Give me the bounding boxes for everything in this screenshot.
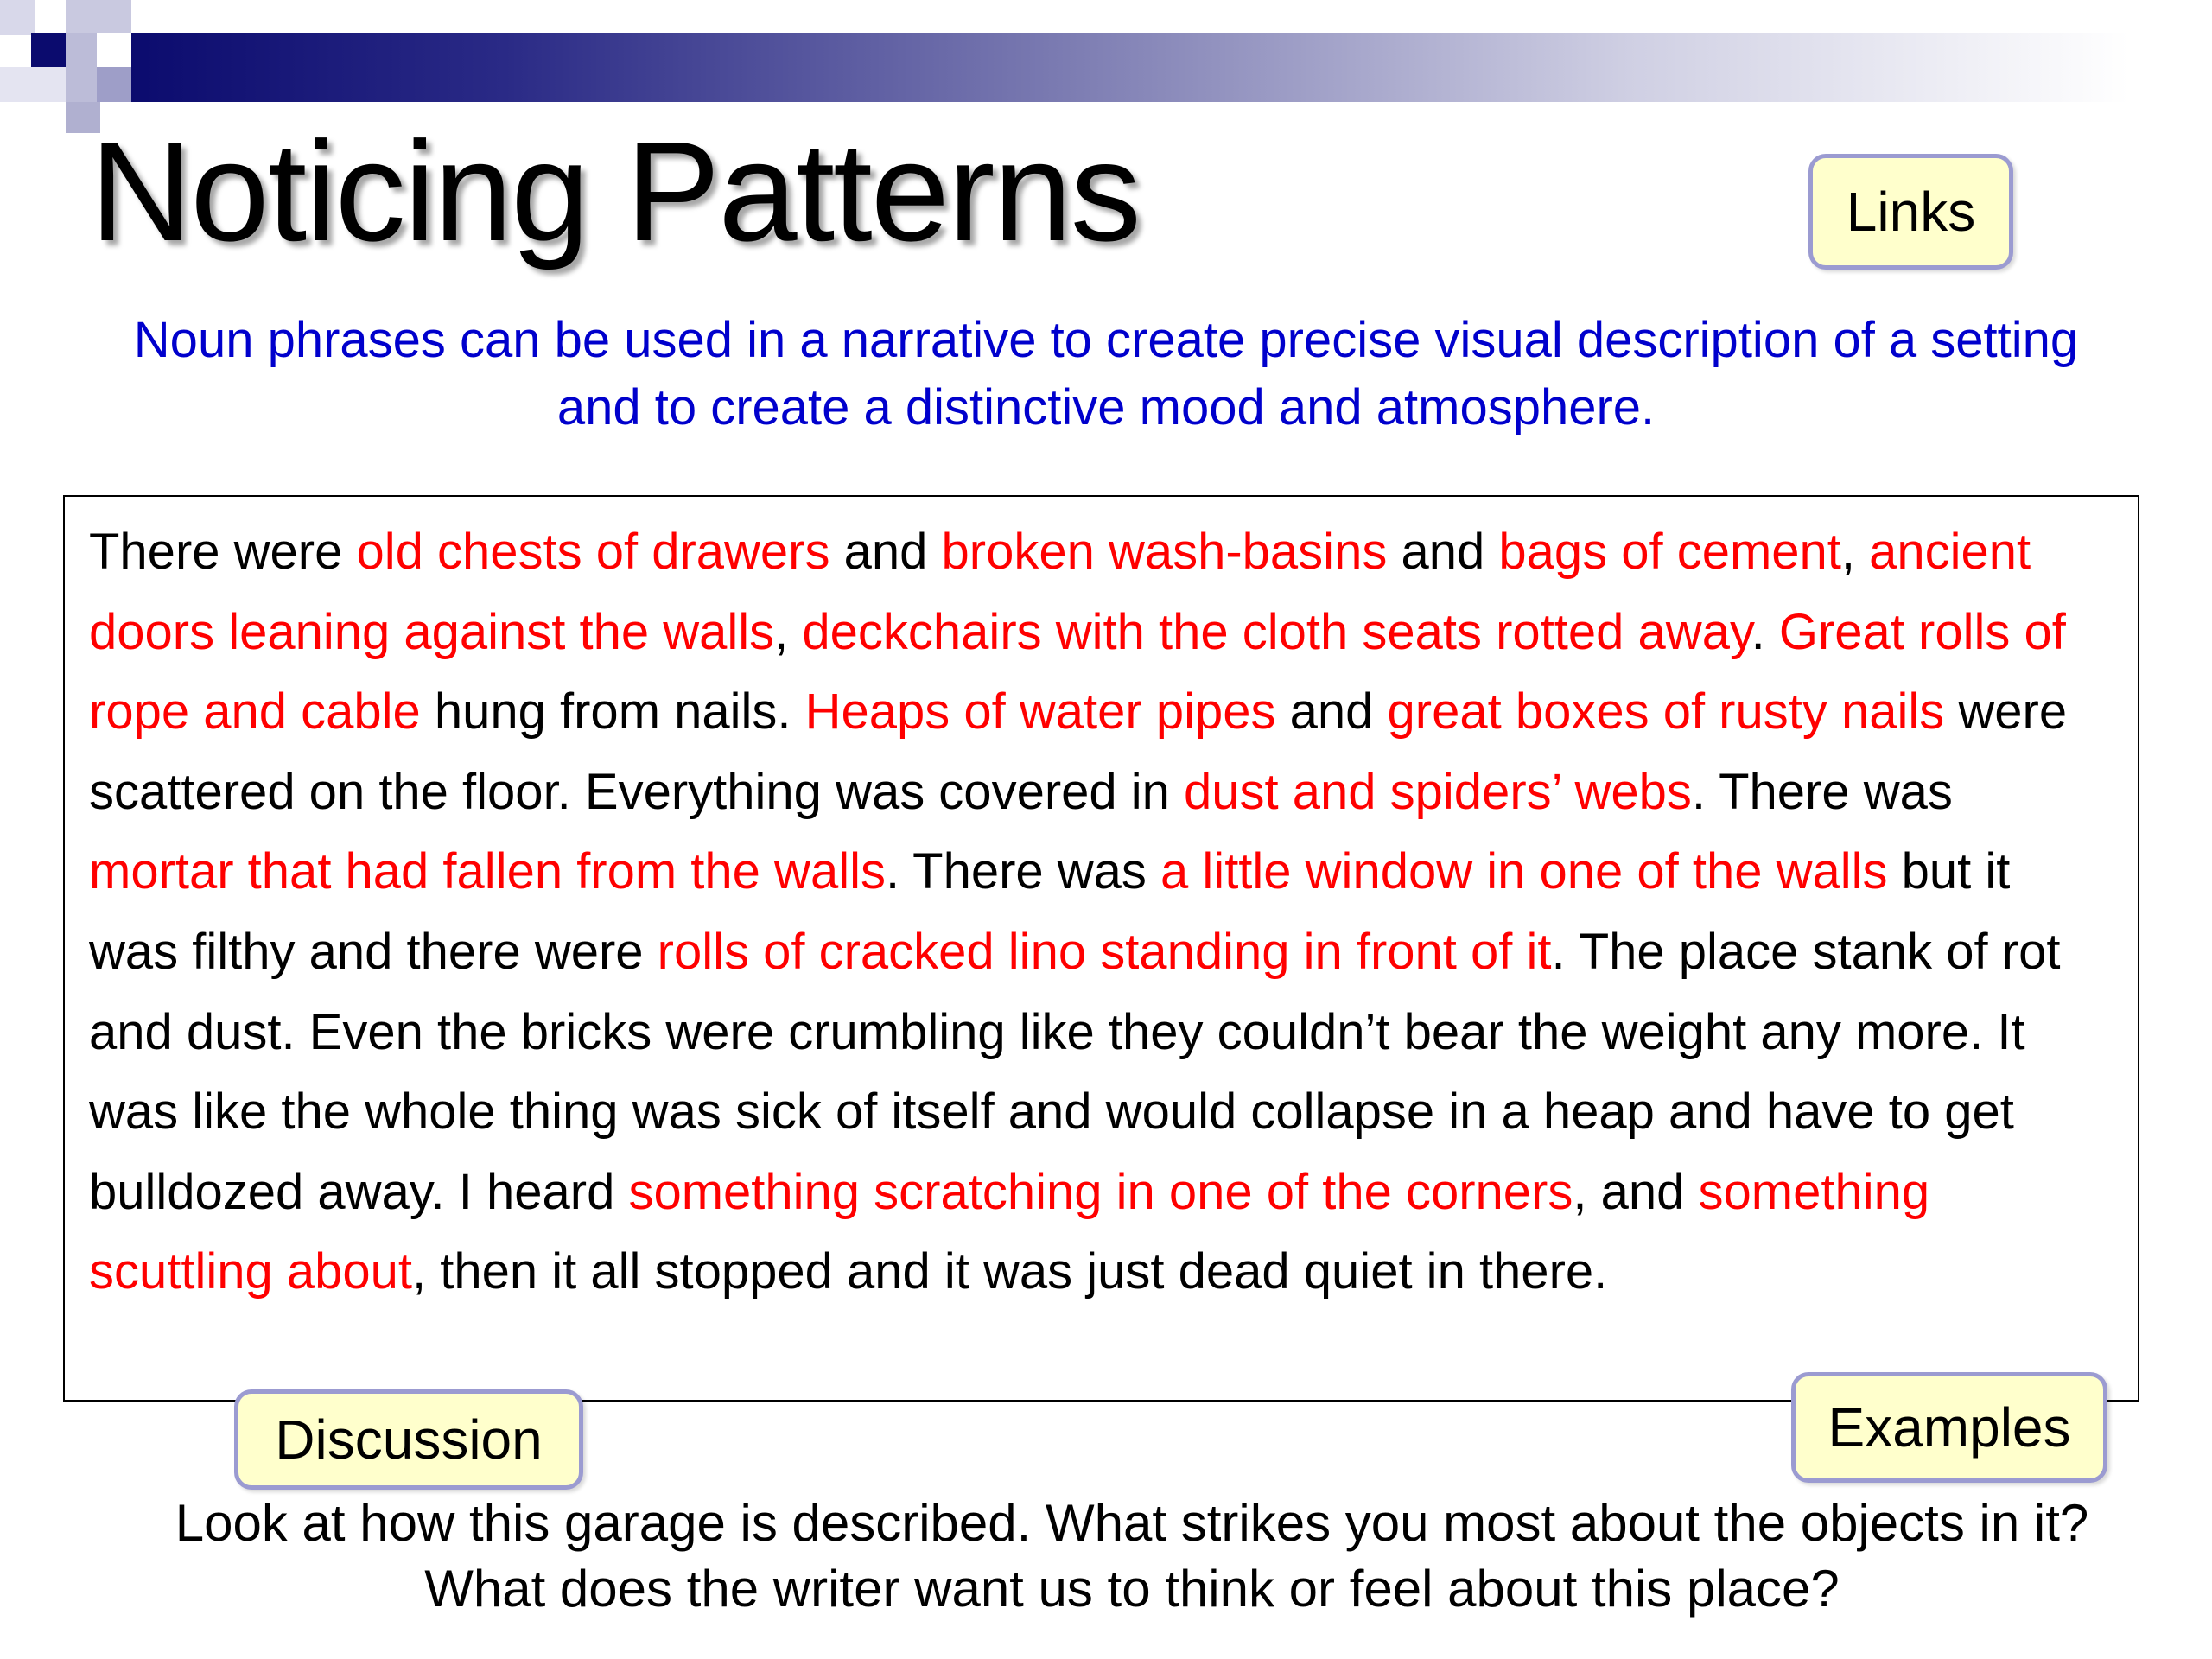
noun-phrase-highlight: great boxes of rusty nails	[1387, 683, 1945, 741]
noun-phrase-highlight: rolls of cracked lino standing in front of it	[657, 923, 1552, 980]
passage-text-segment: ,	[1840, 524, 1870, 580]
discussion-button[interactable]: Discussion	[234, 1389, 583, 1490]
noun-phrase-highlight: deckchairs with the cloth seats rotted away	[802, 603, 1751, 660]
noun-phrase-highlight: dust and spiders’ webs	[1184, 763, 1692, 820]
discussion-question-line-1: Look at how this garage is described. What strikes you most about the objects in it?	[175, 1494, 2089, 1552]
noun-phrase-highlight: bags of cement	[1498, 524, 1841, 580]
noun-phrase-highlight: something scratching in one of the corners	[628, 1163, 1573, 1220]
passage-text-segment: . The place stank of rot and dust. Even the bricks were crumbling like they couldn’t bear the weight any more. It was like the whole thing was sick of itself and would collapse in a heap and have to get bulldozed away. I heard	[89, 923, 2061, 1220]
header-decoration-square	[97, 33, 131, 67]
examples-button[interactable]: Examples	[1791, 1372, 2107, 1483]
passage-text-segment: . There was	[885, 843, 1161, 900]
header-decoration-square	[66, 33, 97, 102]
passage-box	[63, 495, 2139, 1402]
header-decoration-square	[66, 0, 131, 33]
passage-text-segment: . There was	[1691, 763, 1953, 820]
passage-text-segment: There were	[89, 524, 357, 580]
passage-text-segment: ,	[774, 603, 803, 660]
passage-text-segment: hung from nails.	[420, 683, 805, 741]
passage-text-segment: and	[830, 524, 942, 580]
passage-text-segment: were scattered on the floor. Everything was covered in	[89, 683, 2068, 820]
links-button[interactable]: Links	[1808, 154, 2013, 270]
passage-text-segment: and	[1387, 524, 1499, 580]
header-decoration-square	[31, 33, 66, 67]
passage-text-segment: but it was filthy and there were	[89, 843, 2011, 980]
slide-title: Noticing Patterns	[90, 112, 1140, 270]
header-decoration-square	[0, 67, 66, 102]
noun-phrase-highlight: a little window in one of the walls	[1160, 843, 1888, 900]
passage-text-segment: , and	[1573, 1163, 1699, 1220]
slide-subtitle: Noun phrases can be used in a narrative to create precise visual description of a setting and to create a distinctive mood and atmosphere.	[133, 312, 2079, 435]
noun-phrase-highlight: mortar that had fallen from the walls	[89, 843, 886, 900]
passage-text-segment: , then it all stopped and it was just dead quiet in there.	[412, 1243, 1608, 1300]
header-decoration-band	[130, 33, 2212, 102]
passage-text-segment: and	[1275, 683, 1388, 741]
passage-text	[89, 512, 2068, 1313]
header-decoration-square	[97, 67, 131, 102]
header-decoration-square	[0, 0, 35, 35]
discussion-question	[69, 1491, 2195, 1622]
noun-phrase-highlight: something scuttling about	[89, 1163, 1930, 1300]
discussion-question-line-2: What does the writer want us to think or feel about this place?	[424, 1560, 1840, 1618]
noun-phrase-highlight: old chests of drawers	[356, 524, 830, 580]
noun-phrase-highlight: Great rolls of rope and cable	[89, 603, 2066, 741]
passage-text-segment: .	[1751, 603, 1779, 660]
noun-phrase-highlight: ancient doors leaning against the walls	[89, 524, 2031, 660]
noun-phrase-highlight: broken wash-basins	[941, 524, 1388, 580]
noun-phrase-highlight: Heaps of water pipes	[804, 683, 1276, 741]
